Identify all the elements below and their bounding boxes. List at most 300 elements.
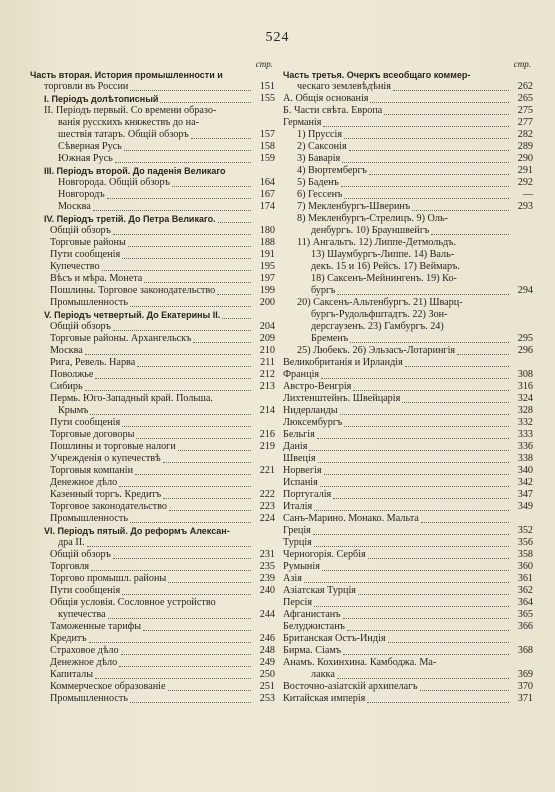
toc-entry (30, 513, 275, 525)
dot-leader (130, 692, 251, 703)
dot-leader (222, 308, 251, 319)
toc-entry-title: шествія татаръ. Общій обзоръ (58, 129, 189, 140)
toc-entry-page: 151 (259, 81, 275, 92)
toc-entry-page: 213 (259, 381, 275, 392)
dot-leader (349, 140, 509, 151)
toc-entry (30, 165, 275, 189)
dot-leader (85, 380, 251, 391)
toc-entry-page: 239 (259, 573, 275, 584)
toc-entry-title: Коммерческое образованіе (50, 681, 166, 692)
toc-entry-page: 231 (259, 549, 275, 560)
dot-leader (102, 260, 251, 271)
toc-entry-title: Бременъ (311, 333, 349, 344)
toc-entry-line-last (283, 693, 533, 705)
toc-entry (30, 585, 275, 597)
toc-entry-title: Пути сообщенія (50, 417, 121, 428)
toc-entry-title: 5) Баденъ (297, 177, 339, 188)
toc-entry-page: 157 (259, 129, 275, 140)
dot-leader (344, 188, 509, 199)
dot-leader (368, 548, 509, 559)
toc-column-left (30, 58, 275, 705)
dot-leader (314, 596, 509, 607)
toc-entry-page: 340 (517, 465, 533, 476)
dot-leader (95, 668, 251, 679)
toc-entry-title: 25) Любекъ. 26) Эльзасъ-Лотарингія (297, 345, 456, 356)
toc-entry-page: 210 (259, 345, 275, 356)
dot-leader (318, 452, 509, 463)
dot-leader (172, 176, 251, 187)
dot-leader (135, 464, 251, 475)
toc-entry-title: Пошлины и торговые налоги (50, 441, 176, 452)
toc-entry-title: Новгорода. Общій обзоръ (58, 177, 170, 188)
toc-entry-page: 324 (517, 393, 533, 404)
page-column-label: стр. (255, 59, 273, 69)
toc-entry-page: 333 (517, 429, 533, 440)
dot-leader (163, 488, 251, 499)
toc-entry-page: 275 (517, 105, 533, 116)
dot-leader (314, 536, 509, 547)
dot-leader (431, 224, 509, 235)
toc-entry (30, 393, 275, 417)
toc-entry-page: 240 (259, 585, 275, 596)
toc-entry-title: купечества (58, 609, 106, 620)
toc-entry-page: 365 (517, 609, 533, 620)
toc-entry-title: Часть третья. Очеркъ всеобщаго коммер- (283, 70, 471, 80)
dot-leader (137, 356, 251, 367)
dot-leader (121, 644, 251, 655)
toc-entry-title: Санъ-Марино. Монако. Мальта (283, 513, 419, 524)
toc-entry (283, 237, 533, 297)
toc-entry-page: 180 (259, 225, 275, 236)
toc-entry-title: Торговыя компаніи (50, 465, 134, 476)
dot-leader (350, 332, 509, 343)
toc-entry-title: 7) Мекленбургъ-Шверинъ (297, 201, 411, 212)
toc-entry-title: 8) Мекленбургъ-Стрелицъ. 9) Оль- (297, 213, 449, 224)
dot-leader (193, 332, 251, 343)
toc-entry-title: VI. Періодъ пятый. До реформъ Алексан- (44, 526, 230, 536)
toc-entry-line-last (30, 93, 275, 105)
dot-leader (218, 212, 251, 223)
dot-leader (420, 680, 509, 691)
dot-leader (128, 236, 251, 247)
toc-entry (283, 213, 533, 237)
toc-entry-title: 20) Саксенъ-Альтенбургъ. 21) Шварц- (297, 297, 463, 308)
toc-entry-page: 222 (259, 489, 275, 500)
toc-entry-title: Общій обзоръ (50, 321, 111, 332)
toc-entry-line-last (283, 225, 533, 237)
toc-entry-page: 347 (517, 489, 533, 500)
toc-entry-title: Пермь. Юго-Западный край. Польша. (50, 393, 213, 404)
toc-entry-page: 362 (517, 585, 533, 596)
toc-entry-page: 277 (517, 117, 533, 128)
toc-entry-title: Британская Остъ-Индія (283, 633, 386, 644)
dot-leader (160, 92, 251, 103)
toc-entry-page: 212 (259, 369, 275, 380)
toc-entry-title: IV. Періодъ третій. До Петра Великаго. (44, 214, 216, 224)
toc-entry (30, 693, 275, 705)
toc-entry-title: дерсгаузенъ. 23) Гамбургъ. 24) (311, 321, 444, 332)
toc-entry-title: лакка (311, 669, 335, 680)
dot-leader (122, 248, 251, 259)
dot-leader (143, 620, 251, 631)
dot-leader (122, 584, 251, 595)
toc-entry (30, 105, 275, 141)
dot-leader (115, 152, 251, 163)
dot-leader (412, 200, 509, 211)
toc-entry-page: 369 (517, 669, 533, 680)
toc-entry-title: Торгово промышл. районы (50, 573, 167, 584)
toc-entry-page: — (522, 189, 533, 200)
toc-entry-title: 18) Саксенъ-Мейнингенъ. 19) Ко- (311, 273, 457, 284)
dot-leader (85, 344, 251, 355)
toc-entry-page: 290 (517, 153, 533, 164)
toc-entry-title: Поволжье (50, 369, 94, 380)
dot-leader (367, 692, 509, 703)
toc-entry-title: Румынія (283, 561, 320, 572)
toc-entry-title: Австро-Венгрія (283, 381, 352, 392)
dot-leader (89, 632, 251, 643)
dot-leader (122, 416, 251, 427)
dot-leader (384, 104, 509, 115)
toc-entry (283, 645, 533, 657)
dot-leader (313, 524, 509, 535)
toc-entry-title: Крымъ (58, 405, 89, 416)
toc-entry-page: 253 (259, 693, 275, 704)
toc-entry-page: 328 (517, 405, 533, 416)
toc-entry-title: Вѣсъ и мѣра. Монета (50, 273, 143, 284)
dot-leader (144, 272, 251, 283)
toc-entry-title: Черногорія. Сербія (283, 549, 366, 560)
toc-entry-title: 3) Баварія (297, 153, 341, 164)
toc-entry-title: Денежное дѣло (50, 477, 118, 488)
dot-leader (91, 560, 251, 571)
dot-leader (169, 500, 251, 511)
toc-entry-title: дра II. (58, 537, 85, 548)
toc-entry-page: 368 (517, 645, 533, 656)
toc-entry-title: Германія (283, 117, 322, 128)
toc-entry-title: ческаго землевѣдѣнія (297, 81, 391, 92)
toc-entry-page: 248 (259, 645, 275, 656)
toc-entry-title: Франція (283, 369, 320, 380)
toc-entry-title: А. Общія основанія (283, 93, 369, 104)
toc-entry-page: 164 (259, 177, 275, 188)
toc-entry-title: Турція (283, 537, 312, 548)
toc-entry-title: Афганистанъ (283, 609, 341, 620)
toc-entry-line (283, 261, 533, 273)
dot-leader (124, 140, 251, 151)
toc-entry-title: Испанія (283, 477, 318, 488)
toc-entry-title: Промышленность (50, 297, 128, 308)
toc-entry-title: Общій обзоръ (50, 549, 111, 560)
toc-entry-title: Сѣверная Русь (58, 141, 122, 152)
dot-leader (393, 80, 509, 91)
toc-entry-title: Азія (283, 573, 302, 584)
toc-entry-page: 188 (259, 237, 275, 248)
toc-entry-title: V. Періодъ четвертый. До Екатерины II. (44, 310, 221, 320)
toc-entry-title: Промышленность (50, 513, 128, 524)
toc-entry-title: бургъ (311, 285, 336, 296)
toc-entry-page: 211 (260, 357, 275, 368)
toc-entry-title: Люксембургъ (283, 417, 343, 428)
toc-entry-title: III. Періодъ второй. До паденія Великаго (44, 166, 226, 176)
dot-leader (130, 512, 251, 523)
toc-entry-title: Италія (283, 501, 313, 512)
dot-leader (304, 572, 509, 583)
toc-entry-title: Торговые районы. Архангельскъ (50, 333, 192, 344)
toc-entry-line (30, 105, 275, 117)
toc-entry-title: Капиталы (50, 669, 94, 680)
dot-leader (321, 368, 509, 379)
toc-entry-page: 293 (517, 201, 533, 212)
toc-list-right (283, 69, 533, 705)
dot-leader (340, 404, 509, 415)
toc-entry-page: 292 (517, 177, 533, 188)
toc-entry-page: 191 (259, 249, 275, 260)
toc-entry-title: 4) Вюртембергъ (297, 165, 367, 176)
toc-entry-page: 338 (517, 453, 533, 464)
toc-entry-title: Южная Русь (58, 153, 113, 164)
toc-entry-page: 244 (259, 609, 275, 620)
toc-entry-title: Торговые договоры (50, 429, 135, 440)
toc-entry-line (283, 297, 533, 309)
toc-entry-page: 295 (517, 333, 533, 344)
dot-leader (344, 416, 509, 427)
toc-entry-title: Торговые районы (50, 237, 126, 248)
toc-entry-page: 197 (259, 273, 275, 284)
toc-entry-title: Страховое дѣло (50, 645, 119, 656)
toc-entry-title: Пути сообщенія (50, 585, 121, 596)
toc-entry-title: I. Періодъ долѣтописный (44, 94, 159, 104)
toc-entry-title: 13) Шаумбургъ-Липпе. 14) Валь- (311, 249, 455, 260)
toc-entry (283, 657, 533, 681)
dot-leader (324, 464, 509, 475)
toc-entry (30, 69, 275, 93)
dot-leader (130, 296, 251, 307)
toc-entry (30, 597, 275, 621)
toc-entry-page: 360 (517, 561, 533, 572)
toc-entry-title: Бирма. Сіамъ (283, 645, 342, 656)
toc-entry-page: 200 (259, 297, 275, 308)
toc-entry-page: 246 (259, 633, 275, 644)
toc-entry-title: Китайская имперія (283, 693, 366, 704)
toc-entry-page: 219 (259, 441, 275, 452)
toc-entry-title: Торговля (50, 561, 90, 572)
dot-leader (309, 440, 509, 451)
toc-entry-title: Сибирь (50, 381, 83, 392)
toc-entry-title: Рига, Ревель. Нарва (50, 357, 136, 368)
dot-leader (370, 92, 509, 103)
toc-entry-line-last (283, 645, 533, 657)
dot-leader (341, 176, 509, 187)
toc-entry-page: 336 (517, 441, 533, 452)
toc-entry-title: 1) Пруссія (297, 129, 343, 140)
toc-entry-title: Кредитъ (50, 633, 87, 644)
toc-entry-page: 366 (517, 621, 533, 632)
toc-entry-page: 364 (517, 597, 533, 608)
dot-leader (168, 572, 251, 583)
dot-leader (323, 116, 509, 127)
toc-entry-page: 216 (259, 429, 275, 440)
toc-entry-title: Общія условія. Сословное устройство (50, 597, 216, 608)
dot-leader (93, 200, 251, 211)
toc-entry-title: Пути сообщенія (50, 249, 121, 260)
toc-entry-page: 174 (259, 201, 275, 212)
dot-leader (178, 440, 251, 451)
dot-leader (90, 404, 251, 415)
toc-entry-title: Промышленность (50, 693, 128, 704)
dot-leader (322, 560, 509, 571)
toc-entry (30, 153, 275, 165)
toc-entry-line-last (283, 285, 533, 297)
toc-entry-title: Португалія (283, 489, 332, 500)
dot-leader (344, 128, 509, 139)
toc-entry-page: 195 (259, 261, 275, 272)
dot-leader (457, 344, 509, 355)
dot-leader (337, 284, 509, 295)
toc-entry-title: Данія (283, 441, 308, 452)
toc-entry-page: 358 (517, 549, 533, 560)
toc-entry-line-last (283, 201, 533, 213)
toc-entry-title: Денежное дѣло (50, 657, 118, 668)
toc-entry-title: Купечество (50, 261, 100, 272)
toc-entry-title: Восточно-азіатскій архипелагъ (283, 681, 418, 692)
dot-leader (320, 476, 509, 487)
toc-entry-line (283, 309, 533, 321)
page-column-label: стр. (513, 59, 531, 69)
dot-leader (119, 656, 251, 667)
toc-entry-title: Норвегія (283, 465, 322, 476)
dot-leader (119, 476, 251, 487)
dot-leader (402, 392, 509, 403)
dot-leader (163, 452, 251, 463)
toc-entry-page: 371 (517, 693, 533, 704)
dot-leader (347, 620, 509, 631)
toc-entry-title: Б. Части свѣта. Европа (283, 105, 383, 116)
toc-entry-title: Таможенные тарифы (50, 621, 142, 632)
dot-leader (113, 320, 251, 331)
toc-entry-page: 282 (517, 129, 533, 140)
dot-leader (342, 152, 509, 163)
dot-leader (136, 428, 251, 439)
toc-entry-title: Азіатская Турція (283, 585, 356, 596)
toc-entry-title: Новгородъ (58, 189, 105, 200)
dot-leader (130, 80, 251, 91)
toc-entry-title: Персія (283, 597, 313, 608)
toc-entry-title: Белуджистанъ (283, 621, 345, 632)
toc-entry-title: денбургъ. 10) Брауншвейгъ (311, 225, 430, 236)
toc-entry-title: Анамъ. Кохинхина. Камбоджа. Ма- (283, 657, 437, 668)
toc-entry-page: 199 (259, 285, 275, 296)
toc-entry-page: 289 (517, 141, 533, 152)
dot-leader (113, 224, 251, 235)
toc-entry-page: 265 (517, 93, 533, 104)
dot-leader (369, 164, 509, 175)
toc-entry (30, 93, 275, 105)
toc-entry (30, 525, 275, 549)
toc-entry-page: 223 (259, 501, 275, 512)
toc-list-left (30, 69, 275, 705)
toc-entry-page: 209 (259, 333, 275, 344)
toc-entry-title: Часть вторая. История промышленности и (30, 70, 223, 80)
toc-entry-line-last (30, 153, 275, 165)
toc-entry (283, 69, 533, 93)
toc-entry-page: 349 (517, 501, 533, 512)
toc-entry-line (283, 249, 533, 261)
dot-leader (113, 548, 251, 559)
toc-entry-title: Казенный торгъ. Кредитъ (50, 489, 162, 500)
toc-entry-title: Пошлины. Торговое законодательство (50, 285, 216, 296)
dot-leader (333, 488, 509, 499)
toc-entry-title: Москва (58, 201, 91, 212)
toc-entry-line-last (30, 381, 275, 393)
toc-entry-page: 155 (259, 93, 275, 104)
dot-leader (405, 356, 509, 367)
toc-entry-line (283, 237, 533, 249)
toc-entry-page: 224 (259, 513, 275, 524)
toc-entry-title: Общій обзоръ (50, 225, 111, 236)
toc-entry-line-last (30, 513, 275, 525)
toc-entry-page: 361 (517, 573, 533, 584)
toc-entry-page: 159 (259, 153, 275, 164)
toc-entry-page: 308 (517, 369, 533, 380)
toc-entry-title: Великобританія и Ирландія (283, 357, 403, 368)
toc-entry-title: 2) Саксонія (297, 141, 347, 152)
dot-leader (168, 680, 251, 691)
toc-entry-page: 251 (259, 681, 275, 692)
dot-leader (317, 428, 509, 439)
toc-entry-page: 291 (517, 165, 533, 176)
page-number: 524 (265, 30, 290, 45)
toc-entry-page: 204 (259, 321, 275, 332)
toc-entry (283, 693, 533, 705)
toc-entry-page: 352 (517, 525, 533, 536)
toc-entry-page: 342 (517, 477, 533, 488)
dot-leader (191, 128, 251, 139)
toc-entry-title: II. Періодъ первый. Со времени образо- (44, 105, 217, 116)
toc-entry-title: Лихтенштейнъ. Швейцарія (283, 393, 401, 404)
toc-entry-title: Нидерланды (283, 405, 338, 416)
dot-leader (421, 512, 509, 523)
dot-leader (95, 368, 251, 379)
toc-entry-page: 250 (259, 669, 275, 680)
toc-entry-title: декъ. 15 и 16) Рейсъ. 17) Веймаръ. (311, 261, 460, 272)
dot-leader (388, 632, 509, 643)
dot-leader (87, 536, 251, 547)
dot-leader (343, 644, 509, 655)
dot-leader (358, 584, 509, 595)
toc-entry-page: 356 (517, 537, 533, 548)
dot-leader (108, 608, 251, 619)
toc-entry-line-last (30, 585, 275, 597)
dot-leader (337, 668, 509, 679)
toc-entry-page: 332 (517, 417, 533, 428)
toc-entry (283, 201, 533, 213)
toc-entry (30, 381, 275, 393)
dot-leader (314, 500, 509, 511)
toc-entry-page: 294 (517, 285, 533, 296)
dot-leader (343, 608, 509, 619)
toc-entry-page: 316 (517, 381, 533, 392)
toc-entry-title: Москва (50, 345, 83, 356)
toc-entry-page: 167 (259, 189, 275, 200)
toc-entry-title: Бельгія (283, 429, 315, 440)
toc-column-right (283, 58, 533, 705)
toc-entry-page: 214 (259, 405, 275, 416)
toc-entry-page: 158 (259, 141, 275, 152)
toc-entry-title: 11) Ангальтъ. 12) Липпе-Детмольдъ. (297, 237, 456, 248)
toc-entry-page: 221 (259, 465, 275, 476)
toc-entry-page: 249 (259, 657, 275, 668)
